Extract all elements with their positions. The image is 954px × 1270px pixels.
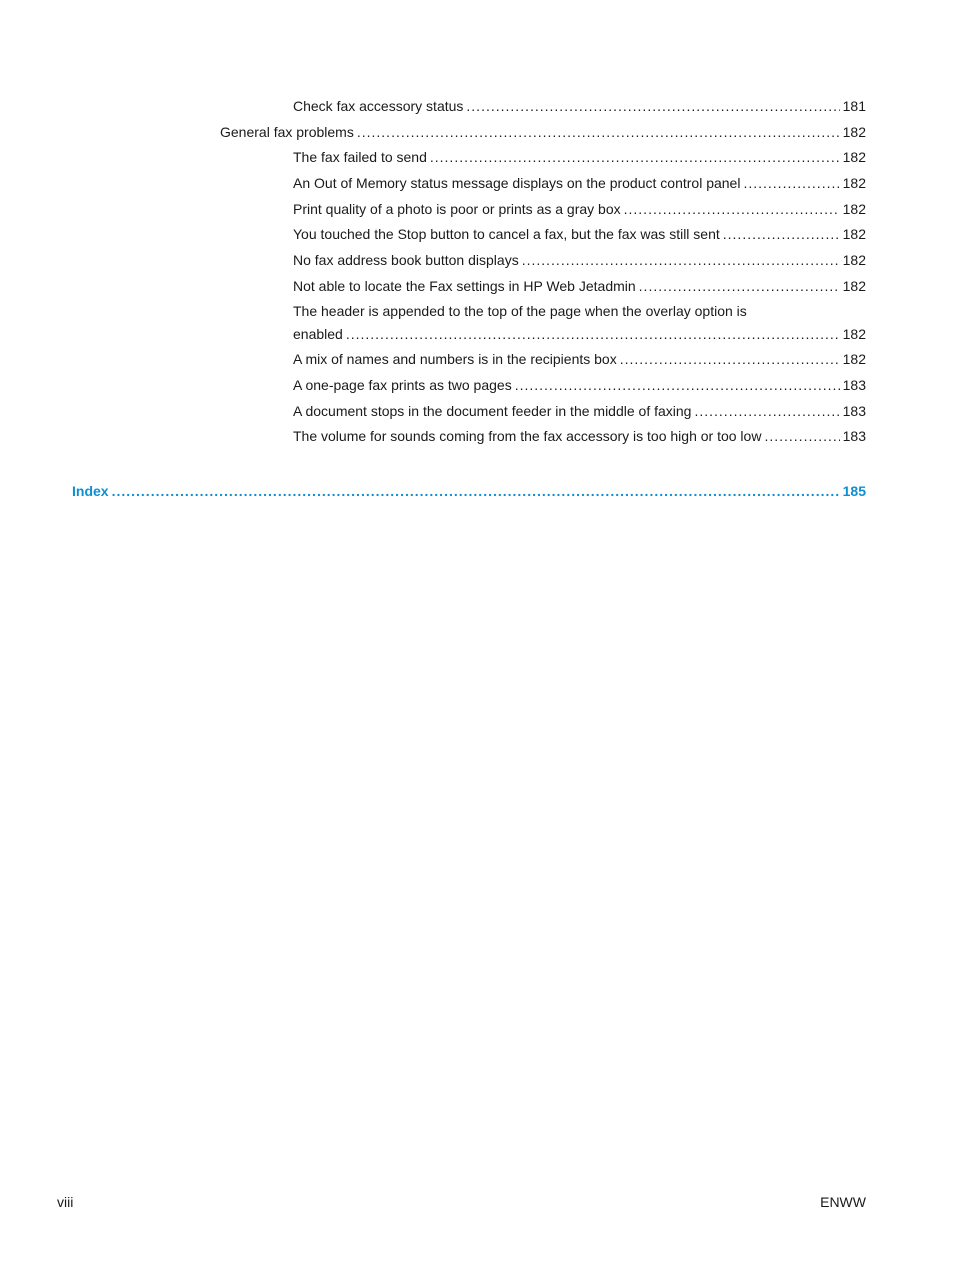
toc-leader-dots [764, 427, 839, 445]
toc-leader-dots [620, 350, 840, 368]
toc-entry-title: enabled [293, 326, 343, 342]
toc-leader-dots [430, 148, 840, 166]
toc-entry-out-of-memory[interactable] [293, 174, 866, 192]
toc-leader-dots [515, 376, 840, 394]
toc-entry-no-address-book-button[interactable] [293, 251, 866, 269]
toc-entry-one-page-two-pages[interactable] [293, 376, 866, 394]
toc-entry-page: 183 [842, 428, 866, 444]
toc-entry-title: A document stops in the document feeder in the middle of faxing [293, 403, 692, 419]
toc-entry-page: 182 [842, 351, 866, 367]
toc-entry-check-fax-accessory-status[interactable] [293, 97, 866, 115]
toc-entry-volume-too-high-low[interactable] [293, 427, 866, 445]
toc-entry-page: 182 [842, 201, 866, 217]
toc-entry-title: Index [72, 483, 109, 499]
toc-entry-page: 181 [842, 98, 866, 114]
toc-entry-index[interactable] [72, 482, 866, 500]
footer-doc-code: ENWW [820, 1194, 866, 1210]
toc-leader-dots [743, 174, 839, 192]
toc-entry-header-overlay-line1[interactable]: The header is appended to the top of the page when the overlay option is [293, 303, 747, 319]
toc-leader-dots [624, 200, 840, 218]
toc-entry-stop-button-fax-sent[interactable] [293, 225, 866, 243]
toc-leader-dots [466, 97, 839, 115]
toc-entry-title: The volume for sounds coming from the fax accessory is too high or too low [293, 428, 762, 444]
toc-entry-title: You touched the Stop button to cancel a fax, but the fax was still sent [293, 226, 720, 242]
toc-entry-page: 185 [842, 483, 866, 499]
toc-entry-title: Check fax accessory status [293, 98, 464, 114]
toc-entry-page: 182 [842, 326, 866, 342]
toc-entry-names-numbers-recipients[interactable] [293, 350, 866, 368]
toc-entry-header-overlay[interactable] [293, 325, 866, 343]
toc-leader-dots [723, 225, 840, 243]
toc-entry-fax-settings-web-jetadmin[interactable] [293, 277, 866, 295]
toc-entry-title: A one-page fax prints as two pages [293, 377, 512, 393]
toc-entry-title: The fax failed to send [293, 149, 427, 165]
toc-entry-title: An Out of Memory status message displays on the product control panel [293, 175, 741, 191]
toc-leader-dots [112, 482, 840, 500]
toc-entry-page: 182 [842, 124, 866, 140]
toc-entry-general-fax-problems[interactable] [220, 123, 866, 141]
toc-entry-page: 182 [842, 278, 866, 294]
toc-entry-page: 182 [842, 226, 866, 242]
toc-entry-print-quality-photo[interactable] [293, 200, 866, 218]
toc-entry-title: Not able to locate the Fax settings in HP Web Jetadmin [293, 278, 636, 294]
toc-entry-title: Print quality of a photo is poor or prints as a gray box [293, 201, 621, 217]
toc-leader-dots [694, 402, 839, 420]
toc-entry-title: No fax address book button displays [293, 252, 519, 268]
toc-entry-page: 183 [842, 377, 866, 393]
toc-entry-page: 182 [842, 175, 866, 191]
footer-page-number: viii [57, 1194, 74, 1210]
toc-leader-dots [522, 251, 840, 269]
toc-entry-page: 182 [842, 252, 866, 268]
toc-leader-dots [357, 123, 840, 141]
toc-entry-document-stops-feeder[interactable] [293, 402, 866, 420]
toc-entry-title: General fax problems [220, 124, 354, 140]
toc-entry-title: A mix of names and numbers is in the recipients box [293, 351, 617, 367]
toc-entry-page: 183 [842, 403, 866, 419]
toc-entry-fax-failed-to-send[interactable] [293, 148, 866, 166]
toc-leader-dots [639, 277, 840, 295]
toc-leader-dots [346, 325, 840, 343]
toc-entry-page: 182 [842, 149, 866, 165]
